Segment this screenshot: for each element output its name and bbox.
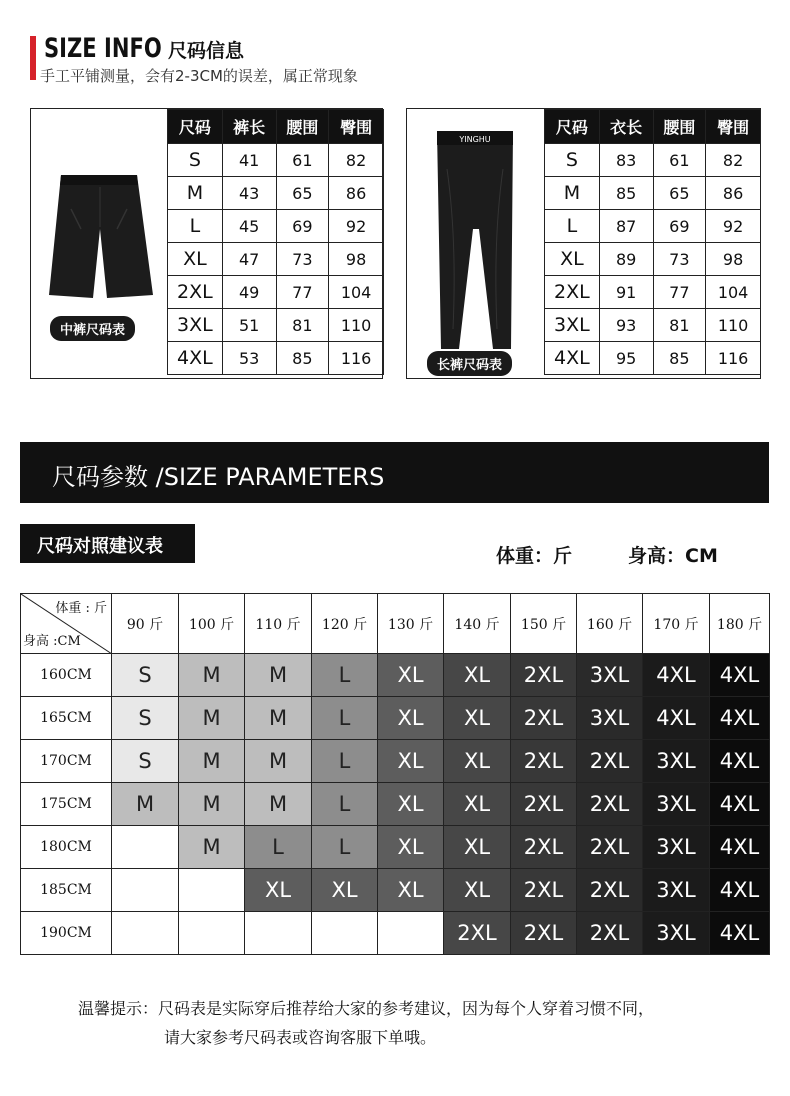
tip-line-2: 请大家参考尺码表或咨询客服下单哦。 [164,1028,437,1047]
size-grid-cell: 4XL [710,783,770,826]
shorts-value-cell: 82 [329,144,384,177]
pants-value-cell: 95 [599,342,653,375]
pants-value-cell: 89 [599,243,653,276]
size-grid-cell: 2XL [577,826,643,869]
size-grid-cell [112,826,179,869]
weight-unit: 体重：斤 [496,545,573,567]
title-cn: 尺码信息 [168,40,245,62]
size-grid-cell: 4XL [643,654,710,697]
size-parameters-band [20,442,769,503]
waistband-text: YINGHU [459,135,491,144]
shorts-size-cell: M [168,177,223,210]
height-label-cell: 165CM [21,697,112,740]
pants-size-table [544,109,761,375]
shorts-size-cell: 3XL [168,309,223,342]
weight-header-row [21,594,770,654]
pants-value-cell: 87 [599,210,653,243]
size-grid-cell: 4XL [710,654,770,697]
size-grid-cell: M [245,740,312,783]
shorts-value-cell: 98 [329,243,384,276]
shorts-value-cell: 45 [222,210,276,243]
size-grid-cell: XL [312,869,378,912]
weight-header-cell: 180 斤 [710,594,770,654]
size-grid-cell: 3XL [577,654,643,697]
pants-value-cell: 69 [653,210,706,243]
pants-row [545,243,761,276]
pants-size-box [406,108,761,379]
weight-header-cell: 150 斤 [511,594,577,654]
size-grid-cell: 2XL [444,912,511,955]
size-grid-cell [112,912,179,955]
size-grid-cell: XL [444,654,511,697]
size-grid-cell: 2XL [511,654,577,697]
header-accent-bar [30,36,36,80]
pants-illustration [407,109,544,378]
height-unit: 身高：CM [628,545,718,567]
pants-value-cell: 86 [706,177,761,210]
weight-header-cell: 100 斤 [179,594,245,654]
shorts-header-cell: 腰围 [276,110,329,144]
size-grid-cell: 3XL [643,826,710,869]
weight-header-cell: 120 斤 [312,594,378,654]
shorts-value-cell: 85 [276,342,329,375]
shorts-size-cell: XL [168,243,223,276]
size-grid-cell: XL [378,869,444,912]
height-label-cell: 190CM [21,912,112,955]
size-grid-cell: M [179,826,245,869]
size-grid-cell: XL [444,783,511,826]
size-grid-cell [245,912,312,955]
size-grid-row [21,912,770,955]
pants-size-cell: XL [545,243,600,276]
size-grid-row [21,826,770,869]
size-grid-cell: L [312,654,378,697]
shorts-header-cell: 裤长 [222,110,276,144]
pants-row [545,210,761,243]
size-grid-cell: 4XL [710,912,770,955]
weight-header-cell: 90 斤 [112,594,179,654]
shorts-row [168,243,384,276]
corner-cell [21,594,112,654]
shorts-header-row [168,110,384,144]
shorts-row [168,177,384,210]
shorts-value-cell: 116 [329,342,384,375]
size-grid-cell: 2XL [511,869,577,912]
pants-value-cell: 85 [653,342,706,375]
shorts-size-table [167,109,384,375]
size-grid-cell [112,869,179,912]
size-grid-cell: 4XL [643,697,710,740]
shorts-value-cell: 47 [222,243,276,276]
shorts-header-cell: 尺码 [168,110,223,144]
pants-header-cell: 尺码 [545,110,600,144]
shorts-value-cell: 41 [222,144,276,177]
shorts-value-cell: 51 [222,309,276,342]
pants-image [407,109,544,378]
pants-size-cell: 2XL [545,276,600,309]
size-grid-cell: L [312,740,378,783]
size-grid-cell: M [245,654,312,697]
size-grid-cell [378,912,444,955]
size-grid-cell: 2XL [511,826,577,869]
pants-value-cell: 61 [653,144,706,177]
size-guide-label [20,524,195,563]
shorts-size-box [30,108,383,379]
shorts-value-cell: 43 [222,177,276,210]
size-grid-row [21,697,770,740]
shorts-value-cell: 81 [276,309,329,342]
pants-header-cell: 腰围 [653,110,706,144]
height-label-cell: 185CM [21,869,112,912]
size-grid-cell: M [245,697,312,740]
page-title [44,33,245,64]
height-label-cell: 180CM [21,826,112,869]
height-label-cell: 170CM [21,740,112,783]
pants-value-cell: 92 [706,210,761,243]
pants-row [545,276,761,309]
shorts-row [168,144,384,177]
size-grid-cell: L [245,826,312,869]
shorts-value-cell: 73 [276,243,329,276]
pants-row [545,144,761,177]
shorts-size-cell: S [168,144,223,177]
tip-note [78,994,654,1052]
size-grid-cell: 2XL [511,697,577,740]
shorts-value-cell: 53 [222,342,276,375]
pants-value-cell: 77 [653,276,706,309]
shorts-row [168,210,384,243]
size-grid-cell [312,912,378,955]
size-grid-cell: 3XL [643,740,710,783]
shorts-value-cell: 110 [329,309,384,342]
pants-size-cell: 4XL [545,342,600,375]
pants-tag: 长裤尺码表 [427,351,512,376]
size-grid-cell: L [312,697,378,740]
pants-value-cell: 110 [706,309,761,342]
size-grid-cell: XL [378,826,444,869]
pants-size-cell: S [545,144,600,177]
weight-header-cell: 110 斤 [245,594,312,654]
size-grid-cell: 2XL [511,912,577,955]
pants-value-cell: 104 [706,276,761,309]
size-grid-cell: 2XL [577,912,643,955]
size-grid-cell: M [112,783,179,826]
size-grid-cell: XL [444,826,511,869]
size-grid-row [21,869,770,912]
pants-value-cell: 116 [706,342,761,375]
pants-header-cell: 臀围 [706,110,761,144]
size-grid-row [21,740,770,783]
size-grid-cell: 4XL [710,740,770,783]
pants-value-cell: 93 [599,309,653,342]
pants-value-cell: 65 [653,177,706,210]
shorts-row [168,342,384,375]
weight-header-cell: 130 斤 [378,594,444,654]
size-grid-cell: 2XL [511,740,577,783]
shorts-value-cell: 49 [222,276,276,309]
pants-value-cell: 85 [599,177,653,210]
size-grid-cell: 2XL [511,783,577,826]
size-grid-cell: S [112,654,179,697]
size-grid-cell: 3XL [577,697,643,740]
shorts-size-cell: L [168,210,223,243]
size-grid-cell: 3XL [643,912,710,955]
shorts-size-cell: 4XL [168,342,223,375]
weight-header-cell: 170 斤 [643,594,710,654]
pants-value-cell: 81 [653,309,706,342]
shorts-size-cell: 2XL [168,276,223,309]
size-grid-cell: 4XL [710,826,770,869]
pants-row [545,342,761,375]
size-grid-cell: L [312,826,378,869]
size-grid-row [21,783,770,826]
shorts-value-cell: 69 [276,210,329,243]
tip-line-1: 温馨提示：尺码表是实际穿后推荐给大家的参考建议，因为每个人穿着习惯不同， [78,999,655,1018]
size-grid-cell: 3XL [643,783,710,826]
shorts-image [31,109,168,378]
size-grid-cell: XL [378,654,444,697]
shorts-value-cell: 104 [329,276,384,309]
pants-value-cell: 91 [599,276,653,309]
size-grid-cell: XL [444,740,511,783]
size-grid-cell: 2XL [577,869,643,912]
size-grid-cell: S [112,697,179,740]
height-label-cell: 160CM [21,654,112,697]
shorts-value-cell: 65 [276,177,329,210]
corner-weight-label: 体重 : 斤 [55,601,107,616]
pants-size-cell: 3XL [545,309,600,342]
size-guide-title: 尺码对照建议表 [37,536,163,557]
section-title: 尺码参数 /SIZE PARAMETERS [52,463,385,491]
size-grid-cell: 4XL [710,697,770,740]
shorts-value-cell: 92 [329,210,384,243]
shorts-value-cell: 77 [276,276,329,309]
pants-header-row [545,110,761,144]
size-grid-cell: M [179,740,245,783]
size-grid-cell: M [245,783,312,826]
weight-header-cell: 140 斤 [444,594,511,654]
pants-value-cell: 82 [706,144,761,177]
pants-row [545,177,761,210]
pants-size-cell: L [545,210,600,243]
size-grid-cell: XL [444,869,511,912]
shorts-value-cell: 86 [329,177,384,210]
size-grid-cell: XL [245,869,312,912]
shorts-row [168,276,384,309]
size-grid-cell: XL [444,697,511,740]
size-grid-cell: XL [378,697,444,740]
size-grid-cell [179,869,245,912]
pants-value-cell: 83 [599,144,653,177]
shorts-row [168,309,384,342]
size-grid-cell: 2XL [577,740,643,783]
size-grid-cell: S [112,740,179,783]
shorts-header-cell: 臀围 [329,110,384,144]
corner-height-label: 身高 :CM [23,634,81,649]
size-grid-cell: L [312,783,378,826]
pants-value-cell: 73 [653,243,706,276]
title-en: SIZE INFO [44,33,162,64]
shorts-tag: 中裤尺码表 [50,316,135,341]
size-grid-cell: M [179,697,245,740]
size-grid-cell: 4XL [710,869,770,912]
measure-note: 手工平铺测量，会有2-3CM的误差，属正常现象 [40,67,358,85]
height-label-cell: 175CM [21,783,112,826]
size-grid-cell [179,912,245,955]
weight-header-cell: 160 斤 [577,594,643,654]
size-grid-cell: M [179,783,245,826]
pants-row [545,309,761,342]
size-grid-cell: XL [378,783,444,826]
pants-value-cell: 98 [706,243,761,276]
size-grid-row [21,654,770,697]
size-recommendation-table [20,593,770,955]
shorts-value-cell: 61 [276,144,329,177]
pants-size-cell: M [545,177,600,210]
size-grid-cell: M [179,654,245,697]
pants-header-cell: 衣长 [599,110,653,144]
size-grid-cell: XL [378,740,444,783]
size-grid-cell: 2XL [577,783,643,826]
size-grid-cell: 3XL [643,869,710,912]
